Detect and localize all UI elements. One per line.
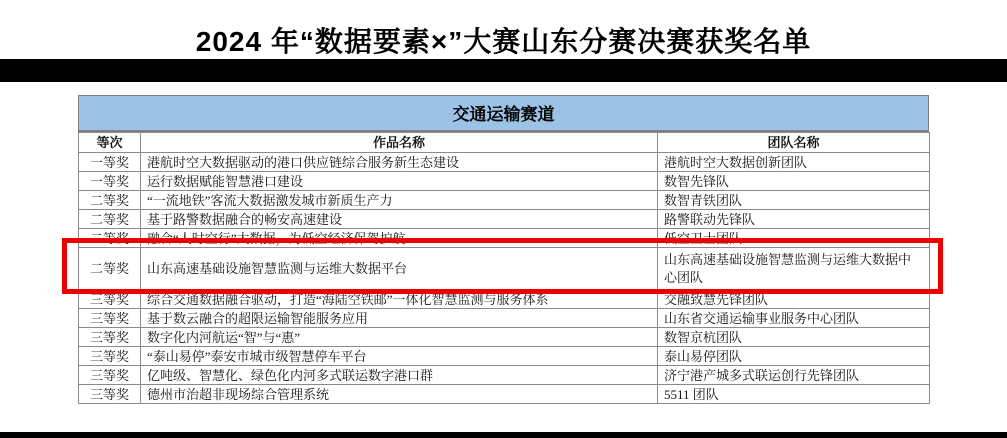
team-name-cell: 低空卫士团队 <box>658 229 930 248</box>
team-name-cell: 山东高速基础设施智慧监测与运维大数据中心团队 <box>658 248 930 290</box>
table-row <box>79 328 930 347</box>
table-row <box>79 229 930 248</box>
rank-cell: 二等奖 <box>79 210 141 229</box>
table-row <box>79 191 930 210</box>
column-header-work-name: 作品名称 <box>141 133 658 153</box>
team-name-cell: 数智先锋队 <box>658 172 930 191</box>
work-name-cell: 综合交通数据融合驱动，打造“海陆空铁邮”一体化智慧监测与服务体系 <box>141 290 658 309</box>
table-row <box>79 366 930 385</box>
team-name-cell: 数智青铁团队 <box>658 191 930 210</box>
rank-cell: 二等奖 <box>79 229 141 248</box>
work-name-cell: 运行数据赋能智慧港口建设 <box>141 172 658 191</box>
team-name-cell: 济宁港产城多式联运创行先锋团队 <box>658 366 930 385</box>
work-name-cell: 基于数云融合的超限运输智能服务应用 <box>141 309 658 328</box>
table-row <box>79 309 930 328</box>
bottom-separator-bar <box>0 432 1007 438</box>
table-row <box>79 290 930 309</box>
rank-cell: 二等奖 <box>79 191 141 210</box>
table-row <box>79 172 930 191</box>
rank-cell: 三等奖 <box>79 290 141 309</box>
work-name-cell: “一流地铁”客流大数据激发城市新质生产力 <box>141 191 658 210</box>
rank-cell: 三等奖 <box>79 328 141 347</box>
work-name-cell: 港航时空大数据驱动的港口供应链综合服务新生态建设 <box>141 153 658 172</box>
rank-cell: 三等奖 <box>79 347 141 366</box>
column-header-rank: 等次 <box>79 133 141 153</box>
table-row <box>79 385 930 404</box>
table-row <box>79 347 930 366</box>
column-header-team-name: 团队名称 <box>658 133 930 153</box>
track-title: 交通运输赛道 <box>78 95 929 132</box>
work-name-cell: 融合“人时空行”大数据，为低空经济保驾护航 <box>141 229 658 248</box>
award-table-section <box>78 95 929 404</box>
rank-cell: 二等奖 <box>79 248 141 290</box>
table-row <box>79 153 930 172</box>
work-name-cell: 亿吨级、智慧化、绿色化内河多式联运数字港口群 <box>141 366 658 385</box>
work-name-cell: 山东高速基础设施智慧监测与运维大数据平台 <box>141 248 658 290</box>
top-separator-bar <box>0 59 1007 82</box>
rank-cell: 一等奖 <box>79 153 141 172</box>
work-name-cell: 基于路警数据融合的畅安高速建设 <box>141 210 658 229</box>
table-row <box>79 248 930 290</box>
rank-cell: 三等奖 <box>79 366 141 385</box>
award-table-body <box>79 153 930 404</box>
rank-cell: 一等奖 <box>79 172 141 191</box>
rank-cell: 三等奖 <box>79 385 141 404</box>
table-row <box>79 210 930 229</box>
team-name-cell: 港航时空大数据创新团队 <box>658 153 930 172</box>
work-name-cell: “泰山易停”泰安市城市级智慧停车平台 <box>141 347 658 366</box>
award-table <box>78 132 930 404</box>
team-name-cell: 泰山易停团队 <box>658 347 930 366</box>
work-name-cell: 德州市治超非现场综合管理系统 <box>141 385 658 404</box>
team-name-cell: 5511 团队 <box>658 385 930 404</box>
team-name-cell: 山东省交通运输事业服务中心团队 <box>658 309 930 328</box>
rank-cell: 三等奖 <box>79 309 141 328</box>
team-name-cell: 路警联动先锋队 <box>658 210 930 229</box>
page-title: 2024 年“数据要素×”大赛山东分赛决赛获奖名单 <box>195 26 812 57</box>
team-name-cell: 数智京杭团队 <box>658 328 930 347</box>
team-name-cell: 交融致慧先锋团队 <box>658 290 930 309</box>
table-header-row <box>79 133 930 153</box>
work-name-cell: 数字化内河航运“智”与“惠” <box>141 328 658 347</box>
